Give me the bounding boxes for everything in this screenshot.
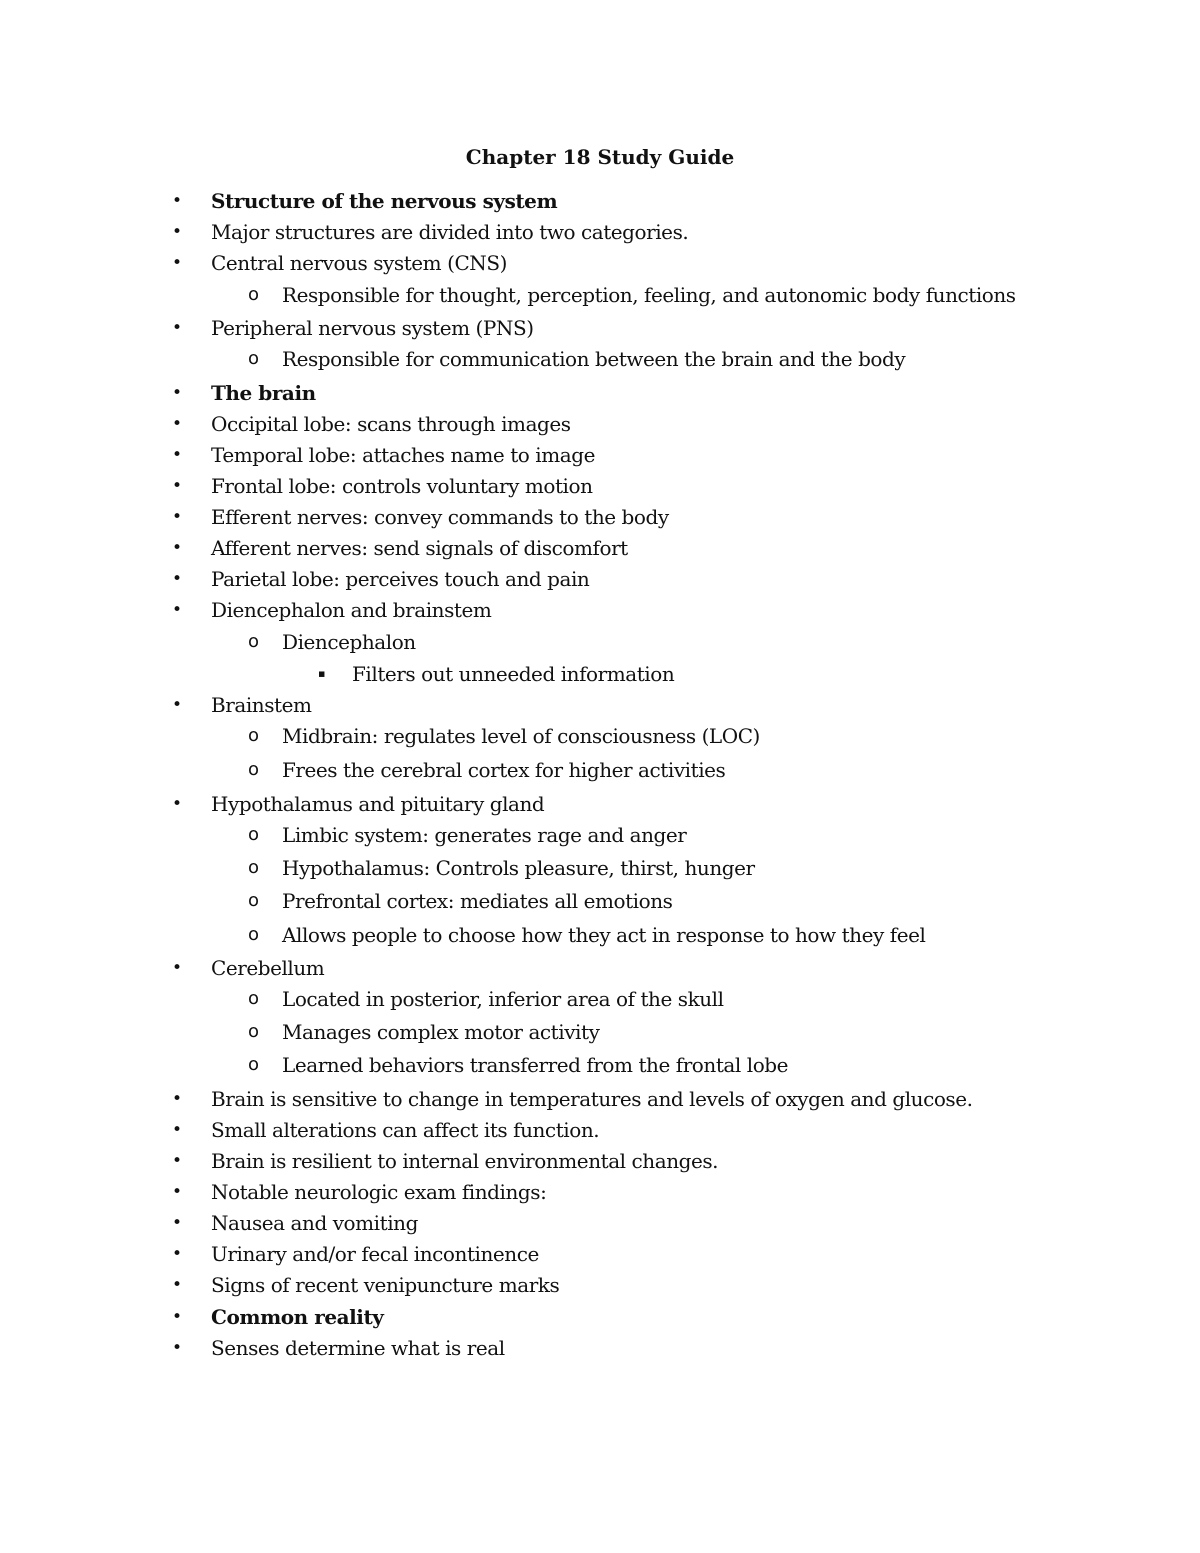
list-item-text: Diencephalon <box>282 630 416 654</box>
list-item <box>0 280 1200 310</box>
list-item-text: Brainstem <box>211 693 312 717</box>
list-item-text: Allows people to choose how they act in response to how they feel <box>282 923 926 947</box>
list-item-text: Located in posterior, inferior area of the skull <box>282 987 724 1011</box>
list-item <box>0 1146 1200 1176</box>
bullet-icon: • <box>172 1151 183 1171</box>
sub-bullet-icon: o <box>248 348 260 369</box>
section-heading: Structure of the nervous system <box>211 189 558 213</box>
bullet-icon: • <box>172 191 183 211</box>
bullet-icon: • <box>172 569 183 589</box>
list-item-text: Hypothalamus and pituitary gland <box>211 792 545 816</box>
list-item-text: Occipital lobe: scans through images <box>211 412 571 436</box>
bullet-icon: • <box>172 383 183 403</box>
bullet-icon: • <box>172 794 183 814</box>
bullet-icon: • <box>172 253 183 273</box>
list-item-text: Major structures are divided into two categories. <box>211 220 689 244</box>
list-item-text: Responsible for communication between the brain and the body <box>282 347 906 371</box>
bullet-icon: • <box>172 222 183 242</box>
bullet-icon: • <box>172 445 183 465</box>
bullet-icon: • <box>172 318 183 338</box>
sub-bullet-icon: o <box>248 857 260 878</box>
list-item-text: Small alterations can affect its function. <box>211 1118 600 1142</box>
bullet-icon: • <box>172 1182 183 1202</box>
list-item <box>0 1115 1200 1145</box>
sub-bullet-icon: o <box>248 890 260 911</box>
bullet-icon: • <box>172 538 183 558</box>
list-item-text: Limbic system: generates rage and anger <box>282 823 687 847</box>
bullet-icon: • <box>172 600 183 620</box>
sub-bullet-icon: o <box>248 1021 260 1042</box>
bullet-icon: • <box>172 1275 183 1295</box>
page-title: Chapter 18 Study Guide <box>465 145 735 169</box>
list-item <box>0 1270 1200 1300</box>
list-item <box>0 344 1200 374</box>
sub-bullet-icon: o <box>248 988 260 1009</box>
list-item-text: Efferent nerves: convey commands to the body <box>211 505 669 529</box>
sub-bullet-icon: o <box>248 284 260 305</box>
list-item-text: Frees the cerebral cortex for higher activities <box>282 758 726 782</box>
list-item-text: Signs of recent venipuncture marks <box>211 1273 560 1297</box>
list-item <box>0 186 1200 216</box>
list-item <box>0 378 1200 408</box>
sub-bullet-icon: o <box>248 924 260 945</box>
list-item <box>0 690 1200 720</box>
section-heading: The brain <box>211 381 316 405</box>
sub-bullet-icon: o <box>248 824 260 845</box>
list-item-text: Peripheral nervous system (PNS) <box>211 316 534 340</box>
list-item <box>0 471 1200 501</box>
list-item-text: Brain is sensitive to change in temperatures and levels of oxygen and glucose. <box>211 1087 973 1111</box>
list-item-text: Central nervous system (CNS) <box>211 251 507 275</box>
bullet-icon: • <box>172 1307 183 1327</box>
bullet-icon: • <box>172 695 183 715</box>
list-item-text: Learned behaviors transferred from the frontal lobe <box>282 1053 789 1077</box>
sub-bullet-icon: o <box>248 631 260 652</box>
list-item <box>0 886 1200 916</box>
sub-bullet-icon: o <box>248 759 260 780</box>
list-item-text: Responsible for thought, perception, feeling, and autonomic body functions <box>282 283 1016 307</box>
sub-bullet-icon: o <box>248 1054 260 1075</box>
list-item-text: Manages complex motor activity <box>282 1020 600 1044</box>
bullet-icon: • <box>172 1089 183 1109</box>
list-item <box>0 789 1200 819</box>
list-item-text: Afferent nerves: send signals of discomfort <box>211 536 628 560</box>
list-item-text: Brain is resilient to internal environmental changes. <box>211 1149 719 1173</box>
list-item-text: Temporal lobe: attaches name to image <box>211 443 595 467</box>
list-item-text: Midbrain: regulates level of consciousness (LOC) <box>282 724 760 748</box>
list-item <box>0 248 1200 278</box>
list-item <box>0 1239 1200 1269</box>
list-item-text: Prefrontal cortex: mediates all emotions <box>282 889 673 913</box>
bullet-icon: • <box>172 1213 183 1233</box>
square-bullet-icon: ▪ <box>318 667 326 680</box>
list-item <box>0 313 1200 343</box>
list-item <box>0 984 1200 1014</box>
list-item <box>0 1208 1200 1238</box>
list-item <box>0 721 1200 751</box>
sub-bullet-icon: o <box>248 725 260 746</box>
list-item <box>0 1084 1200 1114</box>
list-item <box>0 820 1200 850</box>
bullet-icon: • <box>172 414 183 434</box>
list-item <box>0 1050 1200 1080</box>
list-item <box>0 409 1200 439</box>
list-item-text: Cerebellum <box>211 956 325 980</box>
bullet-icon: • <box>172 1244 183 1264</box>
list-item <box>0 440 1200 470</box>
list-item-text: Frontal lobe: controls voluntary motion <box>211 474 593 498</box>
list-item <box>0 533 1200 563</box>
list-item <box>0 1333 1200 1363</box>
bullet-icon: • <box>172 958 183 978</box>
list-item-text: Filters out unneeded information <box>352 662 675 686</box>
list-item <box>0 502 1200 532</box>
list-item-text: Urinary and/or fecal incontinence <box>211 1242 539 1266</box>
list-item <box>0 217 1200 247</box>
list-item <box>0 755 1200 785</box>
list-item-text: Nausea and vomiting <box>211 1211 418 1235</box>
list-item <box>0 1177 1200 1207</box>
list-item <box>0 853 1200 883</box>
list-item-text: Senses determine what is real <box>211 1336 505 1360</box>
list-item <box>0 953 1200 983</box>
list-item <box>0 627 1200 657</box>
bullet-icon: • <box>172 1120 183 1140</box>
section-heading: Common reality <box>211 1305 384 1329</box>
list-item <box>0 595 1200 625</box>
list-item <box>0 659 1200 689</box>
list-item-text: Hypothalamus: Controls pleasure, thirst, hunger <box>282 856 755 880</box>
list-item <box>0 1017 1200 1047</box>
bullet-icon: • <box>172 1338 183 1358</box>
bullet-icon: • <box>172 476 183 496</box>
bullet-icon: • <box>172 507 183 527</box>
list-item <box>0 920 1200 950</box>
list-item <box>0 564 1200 594</box>
list-item-text: Notable neurologic exam findings: <box>211 1180 547 1204</box>
list-item-text: Diencephalon and brainstem <box>211 598 492 622</box>
list-item-text: Parietal lobe: perceives touch and pain <box>211 567 590 591</box>
list-item <box>0 1302 1200 1332</box>
